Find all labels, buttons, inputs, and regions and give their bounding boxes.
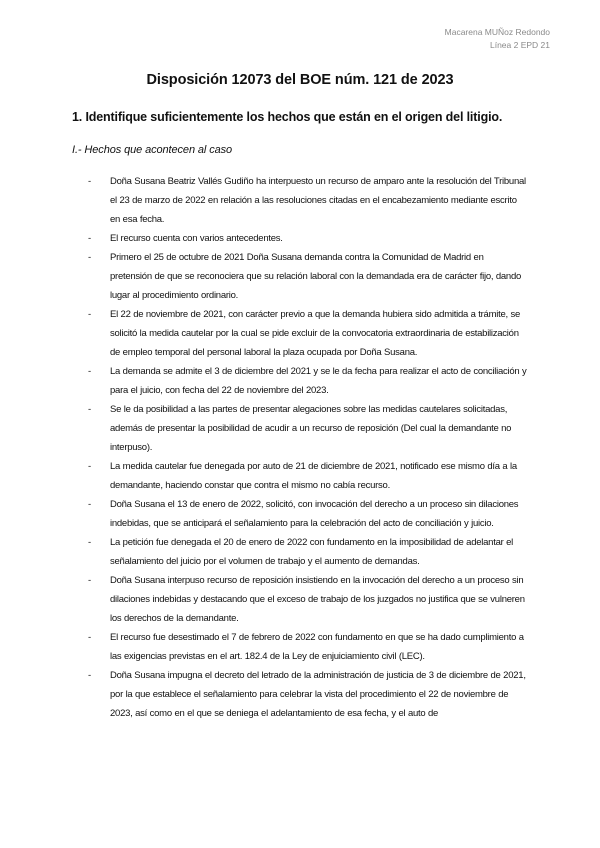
facts-list	[0, 172, 600, 723]
list-item-text: El recurso fue desestimado el 7 de febrero de 2022 con fundamento en que se ha dado cumplimiento a las exigencias previstas en el art. 182.4 de la Ley de enjuiciamiento civil (LEC).	[110, 632, 524, 662]
list-item-text: El 22 de noviembre de 2021, con carácter previo a que la demanda hubiera sido admitida a trámite, se solicitó la medida cautelar por la cual se pide excluir de la convocatoria extraordinaria de estabilización de empleo temporal del personal laboral la plaza ocupada por Doña Susana.	[110, 309, 521, 358]
list-item	[0, 571, 600, 628]
bullet-dash: -	[88, 366, 91, 377]
bullet-dash: -	[88, 575, 91, 586]
list-item-text: El recurso cuenta con varios antecedentes.	[110, 233, 283, 244]
list-item	[0, 248, 600, 305]
list-item-text: La demanda se admite el 3 de diciembre del 2021 y se le da fecha para realizar el acto de conciliación y para el juicio, con fecha del 22 de noviembre del 2023.	[110, 366, 527, 396]
list-item-text: Se le da posibilidad a las partes de presentar alegaciones sobre las medidas cautelares solicitadas, además de presentar la posibilidad de acudir a un recurso de reposición (Del cual la demandante no interpuso).	[110, 404, 512, 453]
bullet-dash: -	[88, 404, 91, 415]
list-item-text: Doña Susana interpuso recurso de reposición insistiendo en la invocación del derecho a un proceso sin dilaciones indebidas y destacando que el exceso de trabajo de los juzgados no justifica que se vulneren los derechos de la demandante.	[110, 575, 525, 624]
bullet-dash: -	[88, 632, 91, 643]
list-item	[0, 533, 600, 571]
list-item-text: La medida cautelar fue denegada por auto de 21 de diciembre de 2021, notificado ese mismo día a la demandante, haciendo constar que contra el mismo no cabía recurso.	[110, 461, 517, 491]
bullet-dash: -	[88, 670, 91, 681]
list-item-text: Doña Susana impugna el decreto del letrado de la administración de justicia de 3 de diciembre de 2021, por la que establece el señalamiento para celebrar la vista del procedimiento el 22 de noviembre de 2023, así como en el que se deniega el adelantamiento de esa fecha, y el auto de	[110, 670, 526, 719]
list-item	[0, 362, 600, 400]
list-item	[0, 666, 600, 723]
bullet-dash: -	[88, 309, 91, 320]
list-item-text: Primero el 25 de octubre de 2021 Doña Susana demanda contra la Comunidad de Madrid en pretensión de que se reconociera que su relación laboral con la demandada era de carácter fijo, dando lugar al procedimiento ordinario.	[110, 252, 522, 301]
page-header	[445, 26, 550, 51]
bullet-dash: -	[88, 461, 91, 472]
list-item	[0, 628, 600, 666]
list-item	[0, 457, 600, 495]
author-name: Macarena MUÑoz Redondo	[444, 27, 550, 37]
list-item-text: Doña Susana Beatriz Vallés Gudiño ha interpuesto un recurso de amparo ante la resolución del Tribunal el 23 de marzo de 2022 en relación a las resoluciones citadas en el encabezamiento mediante escrito en esa fecha.	[110, 176, 526, 225]
list-item	[0, 495, 600, 533]
question-heading: 1. Identifique suficientemente los hechos que están en el origen del litigio.	[72, 110, 503, 124]
list-item	[0, 400, 600, 457]
list-item	[0, 229, 600, 248]
bullet-dash: -	[88, 233, 91, 244]
bullet-dash: -	[88, 176, 91, 187]
list-item-text: Doña Susana el 13 de enero de 2022, solicitó, con invocación del derecho a un proceso sin dilaciones indebidas, que se anticipará el señalamiento para la celebración del acto de conciliación y juicio.	[110, 499, 519, 529]
bullet-dash: -	[88, 499, 91, 510]
document-title: Disposición 12073 del BOE núm. 121 de 2023	[146, 72, 454, 88]
list-item	[0, 172, 600, 229]
bullet-dash: -	[88, 537, 91, 548]
section-subheading: I.- Hechos que acontecen al caso	[72, 144, 233, 156]
bullet-dash: -	[88, 252, 91, 263]
list-item	[0, 305, 600, 362]
group-label: Línea 2 EPD 21	[489, 39, 550, 50]
list-item-text: La petición fue denegada el 20 de enero de 2022 con fundamento en la imposibilidad de adelantar el señalamiento del juicio por el volumen de trabajo y el aumento de demandas.	[110, 537, 514, 567]
